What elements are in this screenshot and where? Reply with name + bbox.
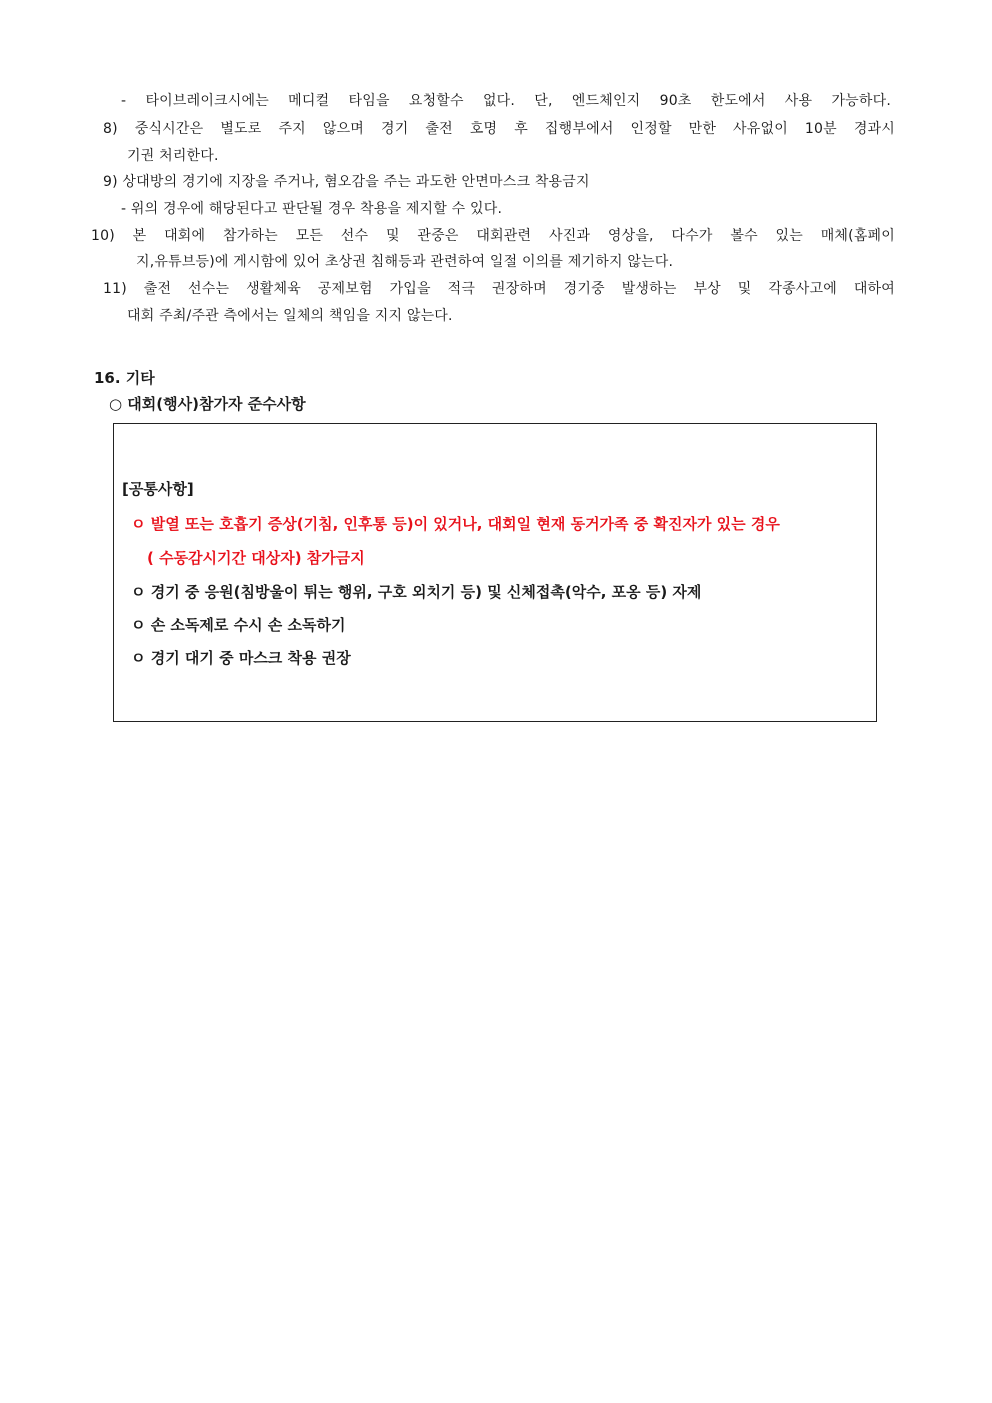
rule-item-9-line-1: 9) 상대방의 경기에 지장을 주거나, 혐오감을 주는 과도한 안면마스크 착용금지	[103, 174, 590, 190]
notice-item-cheering: ㅇ 경기 중 응원(침방울이 튀는 행위, 구호 외치기 등) 및 신체접촉(악수, 포옹 등) 자제	[131, 583, 702, 601]
rule-item-8-line-1: 8) 중식시간은 별도로 주지 않으며 경기 출전 호명 후 집행부에서 인정할 만한 사유없이 10분 경과시	[103, 121, 895, 137]
notice-item-fever-line-2: ( 수동감시기간 대상자) 참가금지	[147, 549, 365, 567]
notice-heading: [공통사항]	[122, 480, 194, 498]
notice-item-fever-line-1: ㅇ 발열 또는 호흡기 증상(기침, 인후통 등)이 있거나, 대회일 현재 동거가족 중 확진자가 있는 경우	[131, 515, 780, 533]
rule-tiebreak-medical-time: - 타이브레이크시에는 메디컬 타임을 요청할수 없다. 단, 엔드체인지 90초 한도에서 사용 가능하다.	[121, 93, 891, 109]
section-16-subtitle: ○ 대회(행사)참가자 준수사항	[109, 395, 306, 413]
rule-item-11-line-1: 11) 출전 선수는 생활체육 공제보험 가입을 적극 권장하며 경기중 발생하는 부상 및 각종사고에 대하여	[103, 281, 895, 297]
notice-item-mask: ㅇ 경기 대기 중 마스크 착용 권장	[131, 649, 351, 667]
rule-item-11-line-2: 대회 주최/주관 측에서는 일체의 책임을 지지 않는다.	[127, 308, 453, 324]
participant-notice-box	[113, 423, 877, 722]
rule-item-9-line-2: - 위의 경우에 해당된다고 판단될 경우 착용을 제지할 수 있다.	[121, 201, 503, 217]
section-16-title: 16. 기타	[94, 369, 155, 387]
rule-item-10-line-2: 지,유튜브등)에 게시함에 있어 초상권 침해등과 관련하여 일절 이의를 제기하지 않는다.	[136, 254, 674, 270]
notice-item-sanitizer: ㅇ 손 소독제로 수시 손 소독하기	[131, 616, 346, 634]
rule-item-8-line-2: 기권 처리한다.	[127, 148, 219, 164]
rule-item-10-line-1: 10) 본 대회에 참가하는 모든 선수 및 관중은 대회관련 사진과 영상을, 다수가 볼수 있는 매체(홈페이	[91, 228, 895, 244]
